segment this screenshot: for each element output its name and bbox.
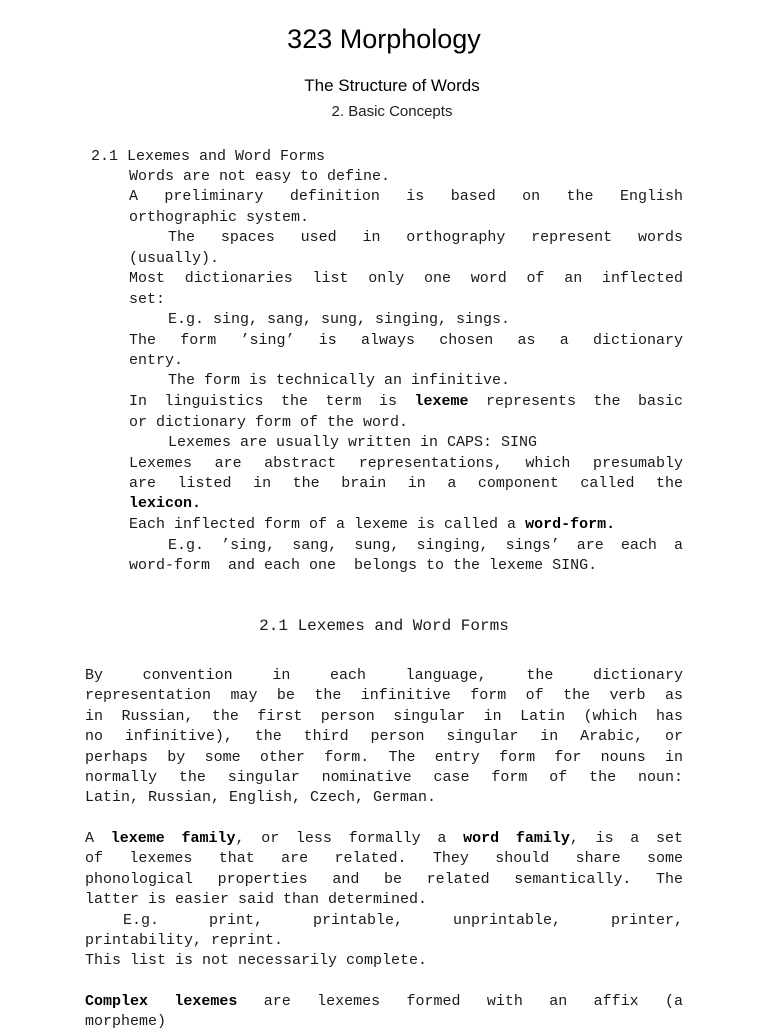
paragraph-complex-lexemes — [85, 992, 683, 1033]
term-lexicon: lexicon. — [129, 495, 202, 512]
paragraph-line: By convention in each language, the dictionary — [85, 667, 683, 684]
term-lexeme: lexeme — [414, 393, 469, 410]
paragraph-line: Latin, Russian, English, Czech, German. — [85, 789, 437, 807]
outline-line: Most dictionaries list only one word of an inflected — [129, 270, 683, 287]
section-label: 2. Basic Concepts — [331, 103, 453, 120]
outline-line: Lexemes are usually written in CAPS: SING — [168, 434, 538, 451]
outline-line: The spaces used in orthography represent words — [168, 229, 683, 246]
paragraph-line: normally the singular nominative case form of the noun: — [85, 769, 683, 787]
outline-line: set: — [129, 291, 166, 308]
outline-line: Words are not easy to define. — [129, 168, 391, 185]
paragraph-lexeme-family — [85, 829, 683, 972]
outline-line: E.g. ’sing, sang, sung, singing, sings’ are each a — [168, 537, 683, 554]
paragraph-convention — [85, 666, 683, 809]
section-heading: 2.1 Lexemes and Word Forms — [259, 617, 509, 635]
paragraph-line: in Russian, the first person singular in Latin (which has — [85, 707, 683, 725]
paragraph-line: E.g. print, printable, unprintable, printer, — [123, 911, 683, 929]
paragraph-line: perhaps by some other form. The entry form for nouns in — [85, 748, 683, 766]
outline-line: Lexemes are abstract representations, which presumably — [129, 455, 683, 472]
outline-line: or dictionary form of the word. — [129, 414, 409, 431]
outline-line: (usually). — [129, 250, 220, 267]
outline-line: The form is technically an infinitive. — [168, 372, 511, 389]
paragraph-line: phonological properties and be related semantically. The — [85, 870, 683, 888]
term-word-form: word-form. — [525, 516, 616, 533]
outline-line: entry. — [129, 352, 184, 369]
paragraph-line: of lexemes that are related. They should share some — [85, 850, 683, 868]
outline-line: orthographic system. — [129, 209, 310, 226]
term-lexeme-family: lexeme family — [110, 830, 236, 847]
paragraph-line: morpheme) — [85, 1013, 167, 1031]
outline-line: In linguistics the term is lexeme represents the basic — [129, 393, 683, 410]
page-title: 323 Morphology — [287, 24, 481, 54]
term-complex-lexemes: Complex lexemes — [85, 993, 238, 1010]
outline-line — [129, 494, 201, 514]
paragraph-line: This list is not necessarily complete. — [85, 952, 428, 970]
outline-line: E.g. sing, sang, sung, singing, sings. — [168, 311, 511, 328]
paragraph-line: no infinitive), the third person singular in Arabic, or — [85, 728, 683, 746]
page-subtitle: The Structure of Words — [304, 76, 480, 95]
outline-line: A preliminary definition is based on the English — [129, 188, 683, 205]
paragraph-line: printability, reprint. — [85, 932, 284, 950]
term-word-family: word family — [463, 830, 570, 847]
outline-heading: 2.1 Lexemes and Word Forms — [91, 148, 326, 165]
paragraph-line: A lexeme family, or less formally a word family, is a set — [85, 830, 684, 847]
outline-line: are listed in the brain in a component called the — [129, 475, 683, 492]
paragraph-line: Complex lexemes are lexemes formed with an affix (a — [85, 993, 683, 1010]
outline-line: word-form and each one belongs to the lexeme SING. — [129, 557, 598, 574]
paragraph-line: latter is easier said than determined. — [85, 891, 428, 909]
outline-line: Each inflected form of a lexeme is called a word-form. — [129, 516, 616, 533]
outline-line: The form ’sing’ is always chosen as a dictionary — [129, 332, 683, 349]
paragraph-line: representation may be the infinitive form of the verb as — [85, 687, 683, 705]
